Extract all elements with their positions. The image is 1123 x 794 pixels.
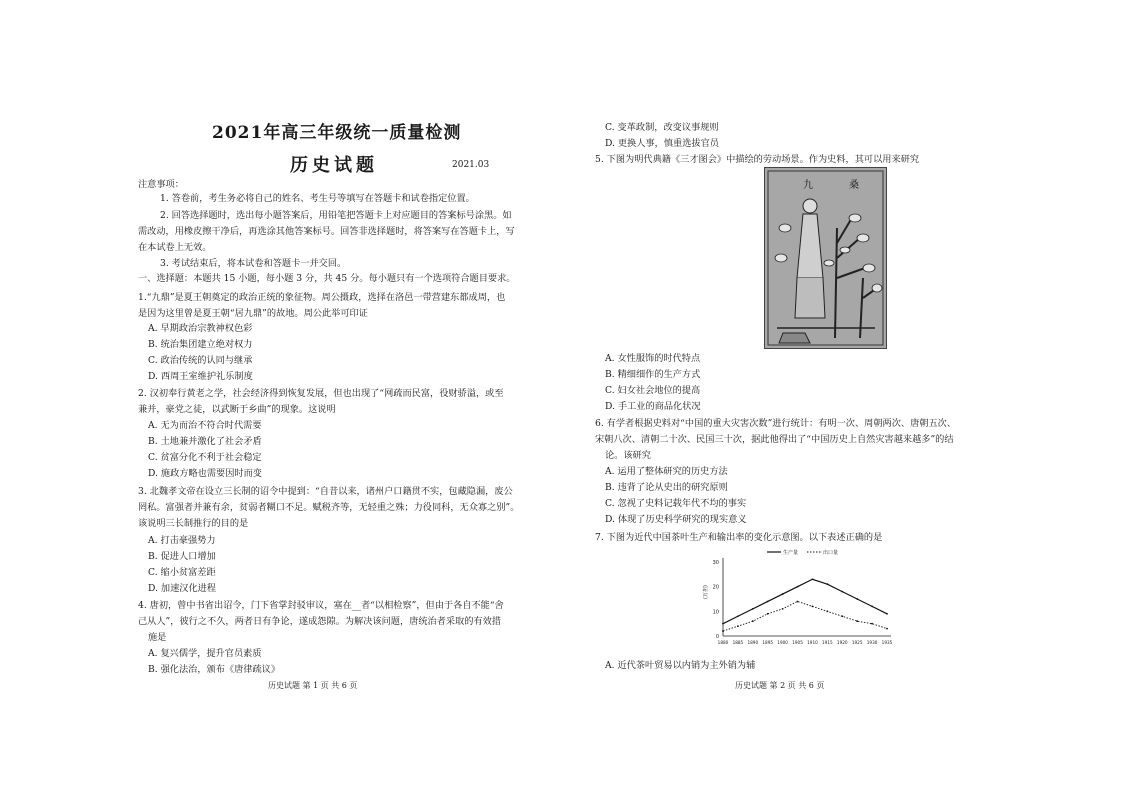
data-point — [886, 613, 888, 615]
section-heading: 一、选择题：本题共 15 小题，每小题 3 分，共 45 分。每小题只有一个选项符合题目要求。 — [138, 273, 516, 284]
y-tick-label: 10 — [712, 609, 719, 616]
note-line: 需改动，用橡皮擦干净后，再选涂其他答案标号。回答非选择题时，将答案写在答题卡上，写 — [138, 226, 515, 237]
data-point — [841, 615, 843, 617]
legend-label: 生产量 — [783, 550, 799, 556]
note-line: 1. 答卷前，考生务必将自己的姓名、考生号等填写在答题卡和试卷指定位置。 — [160, 193, 475, 204]
question-6: 6. 有学者根据史料对“中国的重大灾害次数”进行统计：有明一次、周朝两次、唐朝五次、 — [595, 418, 957, 429]
exam-date: 2021.03 — [452, 160, 490, 170]
question-4: 4. 唐初，曾中书省出诏令，门下省掌封驳审议，塞在__者“以相检察”，但由于各自不能“舍 — [138, 600, 504, 611]
x-tick-label: 1915 — [822, 640, 833, 645]
option: D. 体现了历史科学研究的现实意义 — [605, 514, 747, 525]
notes-heading: 注意事项： — [138, 179, 184, 190]
x-tick-label: 1925 — [851, 640, 863, 645]
question-3: 3. 北魏孝文帝在设立三长制的诏令中提到：“自昔以来，诸州户口籍贯不实，包藏隐漏，废公 — [138, 486, 513, 497]
exam-title: 2021年高三年级统一质量检测 — [212, 123, 462, 143]
option: A. 早期政治宗教神权色彩 — [148, 323, 253, 334]
option: A. 运用了整体研究的历史方法 — [605, 466, 728, 477]
option: D. 加速汉化进程 — [148, 583, 217, 594]
data-point — [737, 625, 739, 627]
option: D. 西周王室维护礼乐制度 — [148, 371, 253, 382]
data-point — [812, 606, 814, 608]
data-point — [871, 606, 873, 608]
tea-chart-svg — [697, 546, 897, 652]
x-tick-label: 1920 — [836, 640, 848, 645]
page-footer: 历史试题 第 2 页 共 6 页 — [735, 681, 825, 690]
x-tick-label: 1930 — [866, 640, 878, 645]
legend-label: 出口量 — [823, 550, 839, 556]
option: C. 贫富分化不利于社会稳定 — [148, 452, 262, 463]
option: C. 忽视了史料记载年代不均的事实 — [605, 498, 747, 509]
x-tick-label: 1895 — [762, 640, 774, 645]
question-1: 是因为这里曾是夏王朝“居九鼎”的故地。周公此举可印证 — [138, 308, 368, 319]
option: C. 变革政制，改变议事规则 — [605, 122, 719, 133]
option: B. 强化法治，颁布《唐律疏议》 — [148, 664, 281, 675]
y-axis-label: (万担) — [703, 585, 709, 599]
data-point — [826, 610, 828, 612]
data-point — [886, 628, 888, 630]
option: B. 统治集团建立绝对权力 — [148, 339, 253, 350]
option: C. 政治传统的认同与继承 — [148, 355, 253, 366]
figure-label: 桑 — [849, 180, 859, 191]
question-6: 论。该研究 — [605, 450, 651, 461]
data-point — [812, 578, 814, 580]
y-tick-label: 30 — [712, 560, 719, 566]
data-point — [782, 608, 784, 610]
data-point — [856, 620, 858, 622]
question-2: 2. 汉初奉行黄老之学，社会经济得到恢复发展，但也出现了“网疏而民富，役财骄溢，或至 — [138, 388, 504, 399]
data-point — [767, 613, 769, 615]
option: A. 无为而治不符合时代需要 — [148, 420, 262, 431]
data-point — [797, 586, 799, 588]
figure-label: 九 — [803, 180, 813, 191]
note-line: 2. 回答选择题时，选出每小题答案后，用铅笔把答题卡上对应题目的答案标号涂黑。如 — [160, 210, 512, 221]
option: B. 土地兼并激化了社会矛盾 — [148, 436, 262, 447]
data-point — [871, 623, 873, 625]
illustration-image — [764, 167, 887, 349]
option: B. 精细细作的生产方式 — [605, 369, 701, 380]
option: C. 缩小贫富差距 — [148, 567, 216, 578]
option: A. 复兴儒学，提升官员素质 — [148, 648, 262, 659]
option: C. 妇女社会地位的提高 — [605, 385, 701, 396]
x-tick-label: 1935 — [881, 640, 893, 645]
question-5: 5. 下图为明代典籍《三才图会》中描绘的劳动场景。作为史料，其可以用来研究 — [595, 154, 920, 165]
option: A. 女性服饰的时代特点 — [605, 353, 701, 364]
question-4: 施是 — [148, 632, 167, 643]
x-tick-label: 1900 — [777, 640, 788, 645]
x-tick-label: 1885 — [732, 640, 744, 645]
x-tick-label: 1910 — [807, 640, 818, 645]
page-footer: 历史试题 第 1 页 共 6 页 — [268, 681, 358, 690]
option: B. 促进人口增加 — [148, 551, 216, 562]
question-3: 罔私。富强者并兼有余，贫弱者糊口不足。赋税齐等，无轻重之殊；力役同科，无众寡之别”。 — [138, 502, 520, 513]
question-4: 己从人”，彼行之不久，两者日有争论，遂成怨隙。为解决该问题，唐统治者采取的有效措 — [138, 616, 502, 627]
data-point — [722, 630, 724, 632]
tea-chart — [697, 546, 897, 652]
x-tick-label: 1890 — [747, 640, 759, 645]
question-3: 该说明三长制推行的目的是 — [138, 518, 249, 529]
question-1: 1.“九鼎”是夏王朝奠定的政治正统的象征物。周公摄政，选择在洛邑一带营建东都成周，也 — [138, 292, 506, 303]
data-point — [826, 583, 828, 585]
data-point — [841, 591, 843, 593]
data-point — [782, 593, 784, 595]
question-2: 兼并，豪党之徒，以武断于乡曲”的现象。这说明 — [138, 404, 336, 415]
note-line: 3. 考试结束后，将本试卷和答题卡一并交回。 — [160, 258, 347, 269]
series-line-生产量 — [723, 579, 887, 623]
option: D. 更换人事，慎重选拔官员 — [605, 138, 719, 149]
data-point — [797, 601, 799, 603]
data-point — [722, 623, 724, 625]
data-point — [767, 601, 769, 603]
y-tick-label: 0 — [715, 634, 719, 640]
option: D. 手工业的商品化状况 — [605, 401, 701, 412]
option: B. 违背了论从史出的研究原则 — [605, 482, 728, 493]
x-tick-label: 1905 — [792, 640, 803, 645]
exam-subtitle: 历史试题 — [290, 155, 378, 176]
question-7: 7. 下图为近代中国茶叶生产和输出率的变化示意图。以下表述正确的是 — [595, 532, 883, 543]
x-tick-label: 1880 — [717, 640, 729, 645]
note-line: 在本试卷上无效。 — [138, 242, 212, 253]
data-point — [856, 598, 858, 600]
illustration-sketch — [765, 168, 886, 348]
option: A. 近代茶叶贸易以内销为主外销为辅 — [605, 660, 756, 671]
data-point — [752, 608, 754, 610]
series-line-出口量 — [723, 601, 887, 631]
data-point — [737, 615, 739, 617]
option: D. 施政方略也需要因时而变 — [148, 468, 262, 479]
y-tick-label: 20 — [712, 584, 719, 591]
data-point — [752, 620, 754, 622]
option: A. 打击豪强势力 — [148, 535, 216, 546]
question-6: 宋朝八次、清朝二十次、民国三十次，据此他得出了“中国历史上自然灾害越来越多”的结 — [595, 434, 954, 445]
